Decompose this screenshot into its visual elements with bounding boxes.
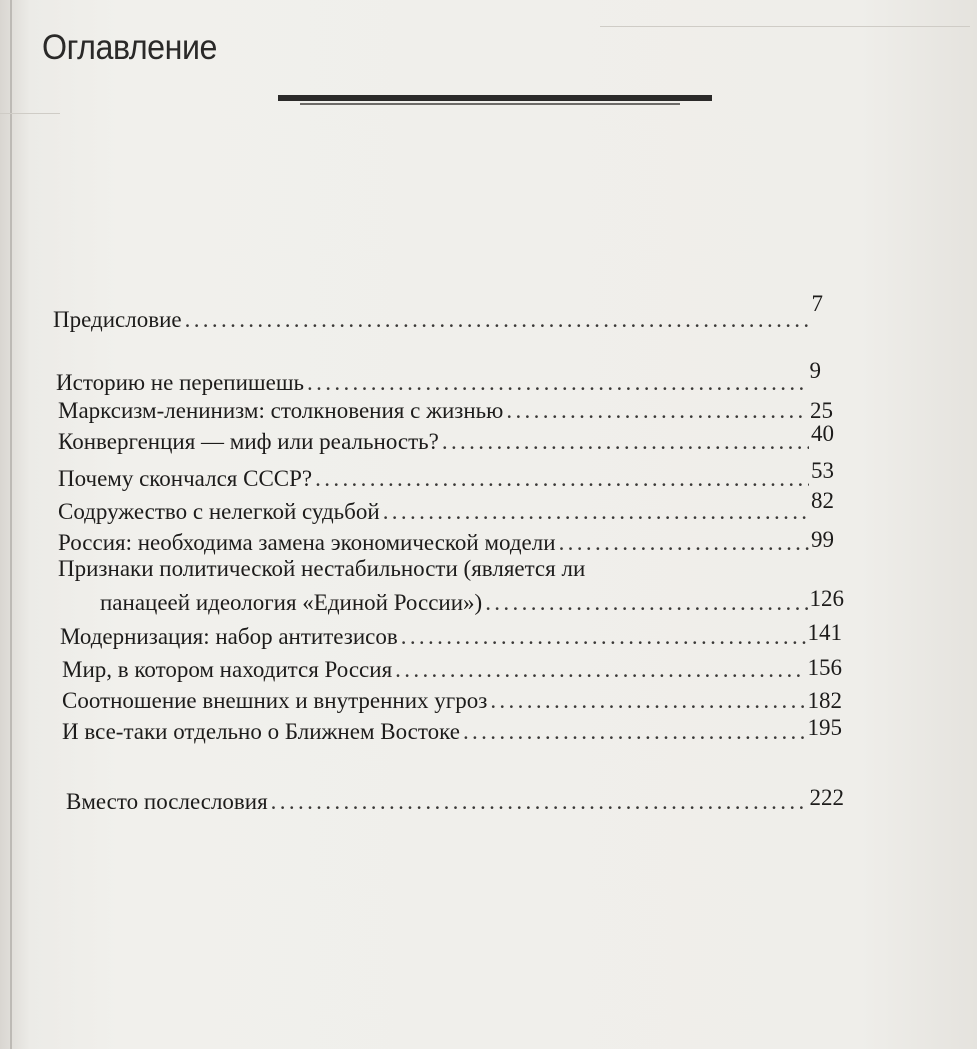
toc-entry-page: 40 bbox=[811, 421, 834, 446]
toc-entry-page: 195 bbox=[807, 715, 842, 740]
toc-leader bbox=[271, 785, 808, 819]
toc-entry-page: 99 bbox=[811, 527, 834, 552]
toc-entry-title: Вместо послесловия bbox=[66, 789, 268, 814]
toc-entry-title: Почему скончался СССР? bbox=[58, 466, 313, 491]
toc-entry[interactable] bbox=[60, 620, 842, 654]
toc-entry-title: Конвергенция — миф или реальность? bbox=[58, 429, 439, 454]
toc-entry-page: 9 bbox=[809, 358, 821, 383]
toc-entry-title: Предисловие bbox=[53, 307, 182, 332]
toc-entry-title: Содружество с нелегкой судьбой bbox=[58, 499, 380, 524]
toc-entry-title: Историю не перепишешь bbox=[56, 370, 305, 395]
toc-entry-title: Модернизация: набор антитезисов bbox=[60, 624, 398, 649]
toc-entry[interactable] bbox=[62, 715, 842, 749]
toc-entry-title: И все-таки отдельно о Ближнем Востоке bbox=[62, 719, 460, 744]
toc-leader bbox=[401, 620, 806, 654]
toc-entry-page: 126 bbox=[809, 586, 844, 611]
toc-entry-title: панацеей идеология «Единой России») bbox=[100, 590, 483, 615]
toc-leader bbox=[315, 462, 809, 496]
toc-entry-page: 141 bbox=[807, 620, 842, 645]
toc-entry[interactable] bbox=[62, 653, 842, 687]
toc-entry[interactable] bbox=[62, 684, 842, 718]
toc-entry[interactable] bbox=[53, 291, 823, 337]
toc-leader bbox=[506, 394, 808, 428]
toc-leader bbox=[485, 586, 807, 620]
toc-leader bbox=[463, 715, 806, 749]
toc-entry-page: 182 bbox=[807, 688, 842, 713]
toc-leader bbox=[383, 495, 809, 529]
toc-leader bbox=[442, 425, 809, 459]
toc-entry[interactable] bbox=[66, 785, 844, 819]
toc-leader bbox=[490, 684, 805, 718]
toc-entry[interactable] bbox=[58, 458, 834, 496]
toc-leader bbox=[185, 303, 810, 337]
toc-entry-page: 222 bbox=[809, 785, 844, 810]
toc-entry-title: Марксизм-ленинизм: столкновения с жизнью bbox=[58, 398, 504, 423]
toc-entry-page: 7 bbox=[811, 291, 823, 316]
toc-entry[interactable] bbox=[58, 421, 834, 459]
toc-entry[interactable] bbox=[58, 394, 833, 428]
toc-entry-title-line1: Признаки политической нестабильности (является ли bbox=[58, 556, 586, 581]
toc-entry-title: Соотношение внешних и внутренних угроз bbox=[62, 688, 488, 713]
page-title: Оглавление bbox=[42, 28, 217, 67]
toc-leader bbox=[559, 526, 809, 560]
toc-entry-title: Мир, в котором находится Россия bbox=[62, 657, 393, 682]
toc-entry-page: 53 bbox=[811, 458, 834, 483]
toc-entry-page: 156 bbox=[807, 655, 842, 680]
toc-entry-page: 25 bbox=[810, 398, 833, 423]
toc-entry[interactable] bbox=[100, 586, 844, 620]
toc-entry-page: 82 bbox=[811, 488, 834, 513]
toc-entry-title: Россия: необходима замена экономической модели bbox=[58, 530, 556, 555]
toc-leader bbox=[395, 653, 805, 687]
toc-entry[interactable] bbox=[58, 488, 834, 529]
